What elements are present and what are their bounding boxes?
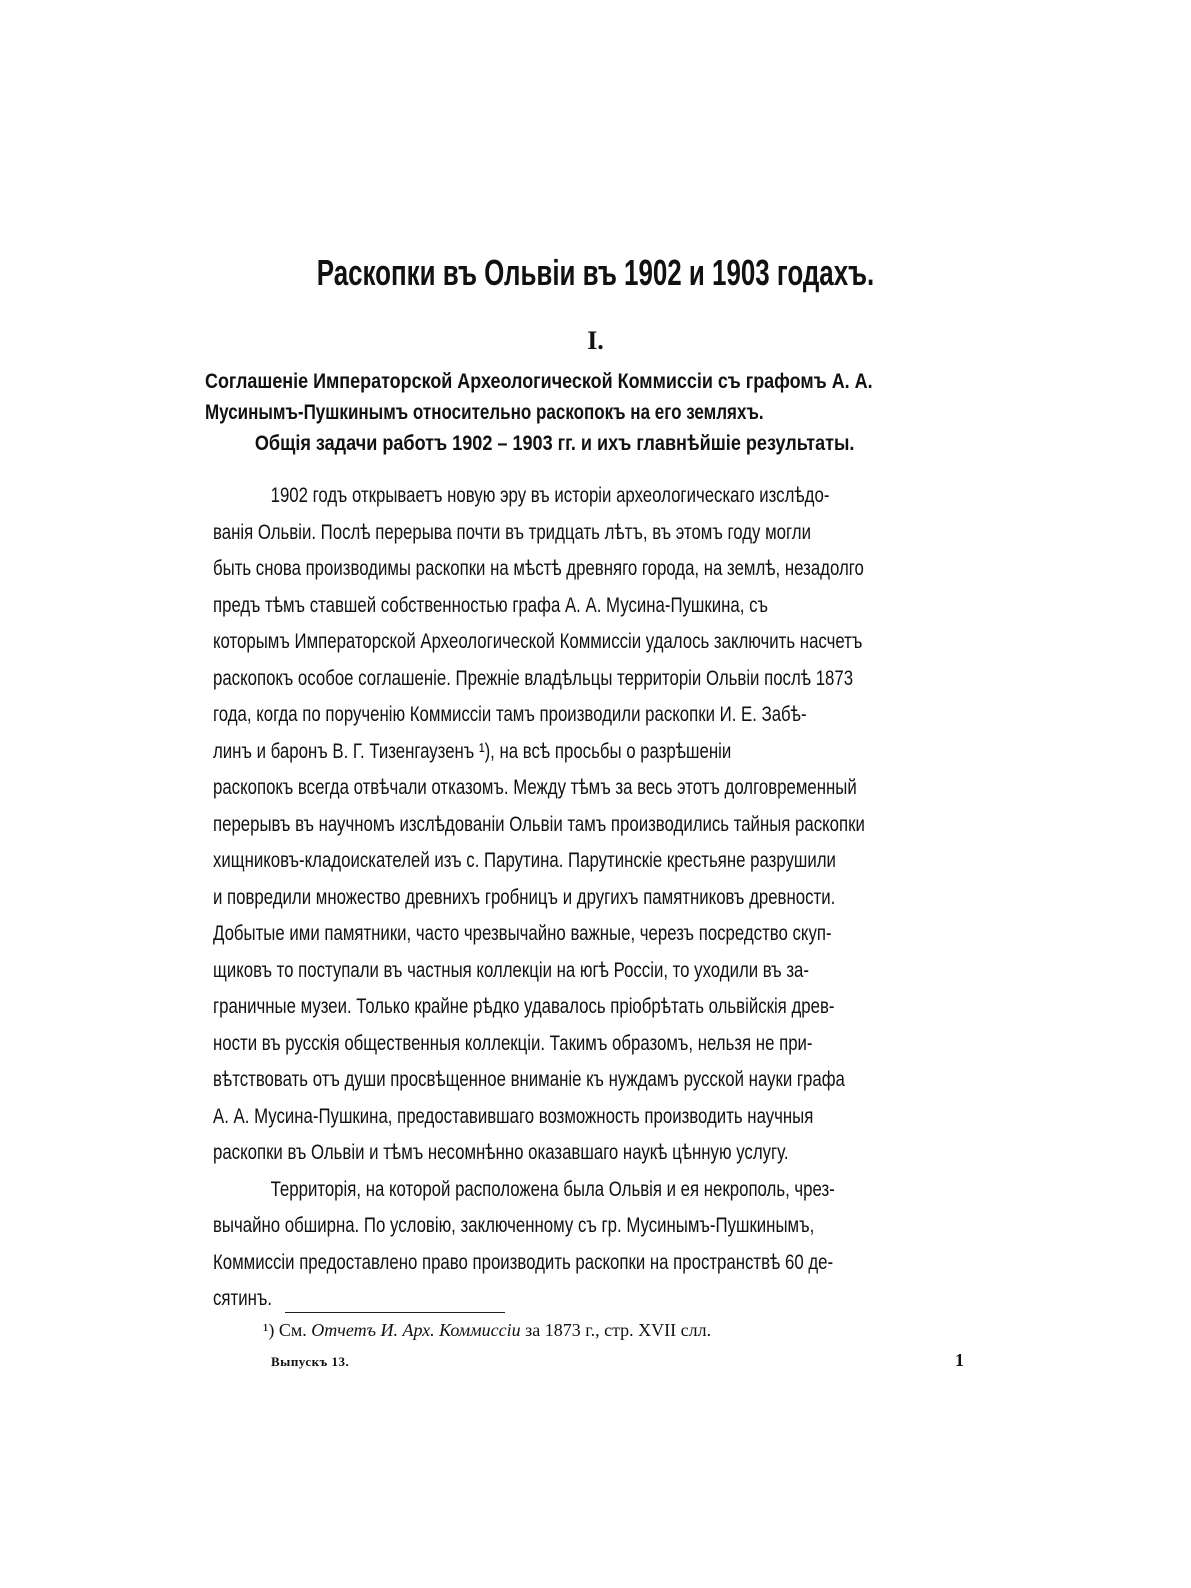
- paragraph-line: и повредили множество древнихъ гробницъ и другихъ памятниковъ древности.: [213, 885, 836, 909]
- paragraph-line: Коммиссіи предоставлено право производить раскопки на пространствѣ 60 де-: [213, 1250, 834, 1274]
- paragraph-line: сятинъ.: [213, 1287, 273, 1310]
- page-number: 1: [955, 1350, 964, 1370]
- footnote-suffix: за 1873 г., стр. XVII слл.: [525, 1320, 712, 1340]
- paragraph-line: щиковъ то поступали въ частныя коллекціи на югѣ Россіи, то уходили въ за-: [213, 958, 809, 982]
- page-title: Раскопки въ Ольвіи въ 1902 и 1903 годахъ.: [316, 252, 875, 293]
- subtitle-line: Мусинымъ-Пушкинымъ относительно раскопокъ на его земляхъ.: [205, 401, 764, 424]
- issue-label: Выпускъ 13.: [271, 1354, 350, 1369]
- paragraph-line: ности въ русскія общественныя коллекціи. Такимъ образомъ, нельзя не при-: [213, 1031, 813, 1055]
- section-number: I.: [587, 326, 604, 355]
- footnote-marker: ¹): [263, 1320, 275, 1340]
- footnote-source: Отчетъ И. Арх. Коммиссіи: [311, 1320, 521, 1340]
- paragraph-line: раскопокъ всегда отвѣчали отказомъ. Между тѣмъ за весь этотъ долговременный: [213, 776, 857, 799]
- paragraph-line: предъ тѣмъ ставшей собственностью графа А. А. Мусина-Пушкина, съ: [213, 593, 768, 617]
- paragraph-line: которымъ Императорской Археологической Коммиссіи удалось заключить насчетъ: [213, 630, 863, 653]
- section-subtitle: [205, 366, 1005, 459]
- paragraph-line: раскопокъ особое соглашеніе. Прежніе владѣльцы территоріи Ольвіи послѣ 1873: [213, 666, 854, 690]
- paragraph-line: линъ и баронъ В. Г. Тизенгаузенъ ¹), на всѣ просьбы о разрѣшеніи: [213, 739, 732, 763]
- paragraph-line: Территорія, на которой расположена была Ольвія и ея некрополь, чрез-: [270, 1177, 835, 1201]
- paragraph-line: ванія Ольвіи. Послѣ перерыва почти въ тридцать лѣтъ, въ этомъ году могли: [213, 520, 811, 544]
- paragraph-line: А. А. Мусина-Пушкина, предоставившаго возможность производить научныя: [213, 1104, 814, 1128]
- paragraph-line: раскопки въ Ольвіи и тѣмъ несомнѣнно оказавшаго наукѣ цѣнную услугу.: [213, 1141, 789, 1164]
- body-text: [213, 478, 1023, 1318]
- paragraph-line: хищниковъ-кладоискателей изъ с. Парутина. Парутинскіе крестьяне разрушили: [213, 849, 836, 872]
- paragraph-line: перерывъ въ научномъ изслѣдованіи Ольвіи тамъ производились тайныя раскопки: [213, 812, 865, 836]
- paragraph-line: вѣтствовать отъ души просвѣщенное вниманіе къ нуждамъ русской науки графа: [213, 1068, 845, 1091]
- footnote: [263, 1320, 711, 1341]
- subtitle-line: Соглашеніе Императорской Археологической Коммиссіи съ графомъ А. А.: [205, 370, 873, 393]
- paragraph-line: вычайно обширна. По условію, заключенному съ гр. Мусинымъ-Пушкинымъ,: [213, 1214, 815, 1237]
- paragraph-line: быть снова производимы раскопки на мѣстѣ древняго города, на землѣ, незадолго: [213, 557, 864, 580]
- paragraph-line: граничные музеи. Только крайне рѣдко удавалось пріобрѣтать ольвійскія древ-: [213, 995, 835, 1018]
- paragraph-line: 1902 годъ открываетъ новую эру въ исторіи археологическаго изслѣдо-: [270, 484, 830, 507]
- paragraph-line: Добытые ими памятники, часто чрезвычайно важные, черезъ посредство скуп-: [213, 922, 832, 945]
- subtitle-line: Общія задачи работъ 1902 – 1903 гг. и ихъ главнѣйшіе результаты.: [254, 432, 855, 455]
- footnote-divider: [285, 1312, 505, 1313]
- footnote-prefix: См.: [278, 1320, 307, 1340]
- paragraph-line: года, когда по порученію Коммиссіи тамъ производили раскопки И. Е. Забѣ-: [213, 703, 807, 726]
